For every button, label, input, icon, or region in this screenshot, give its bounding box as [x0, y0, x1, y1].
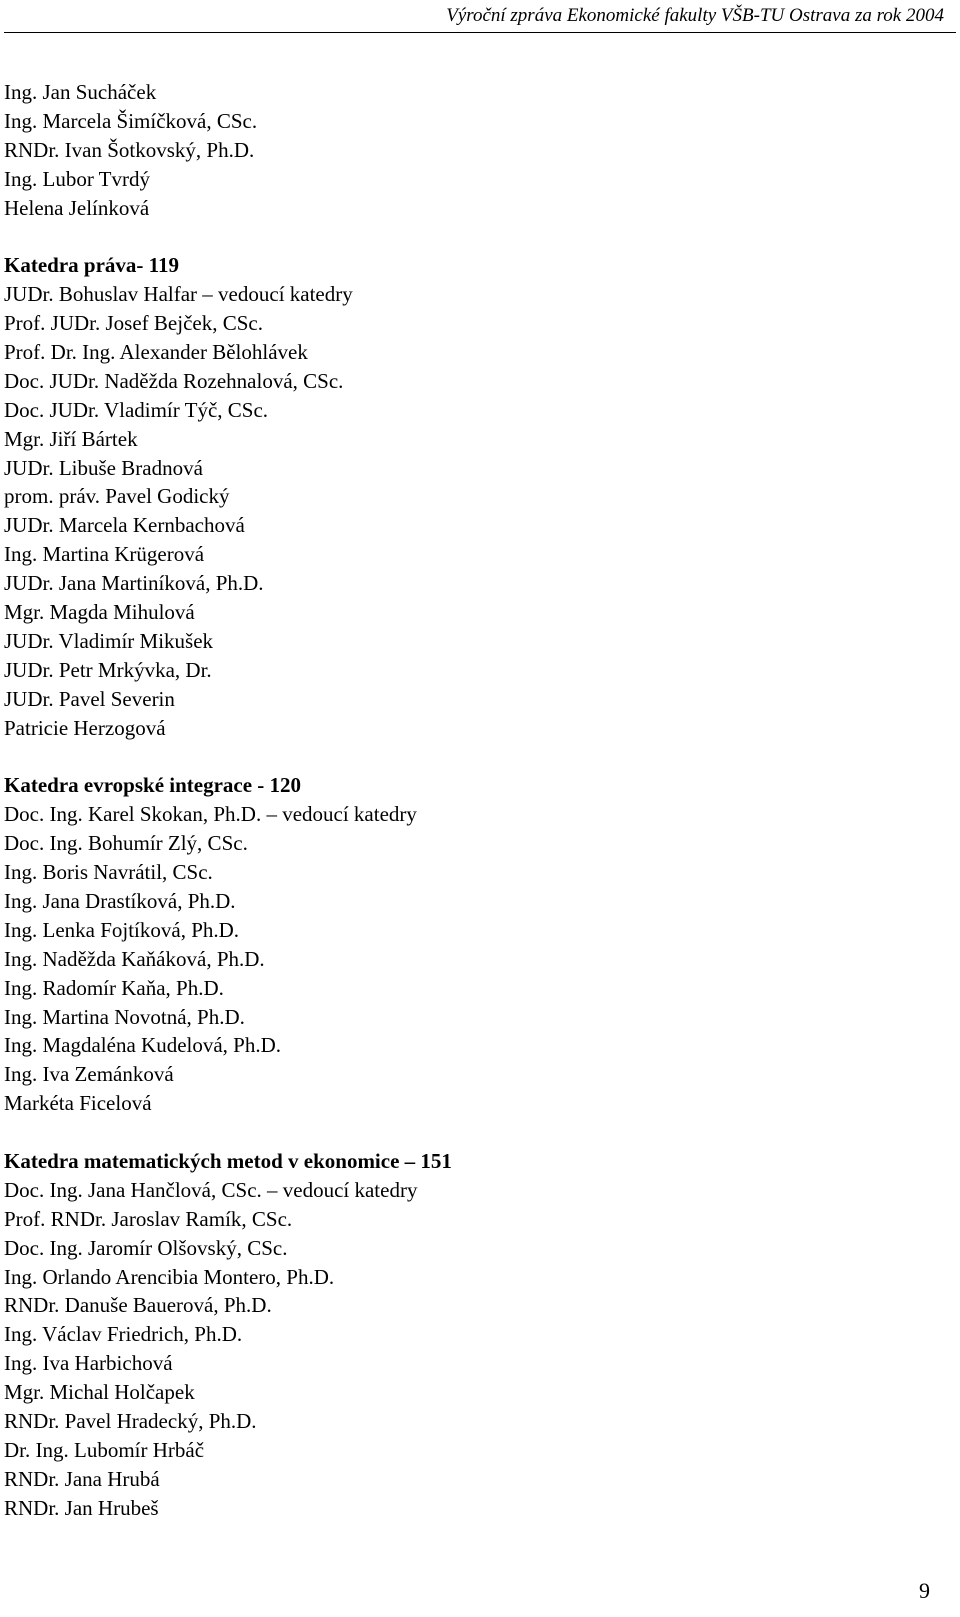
list-item: Ing. Lubor Tvrdý: [4, 166, 151, 191]
list-item: RNDr. Jan Hrubeš: [4, 1495, 159, 1520]
list-item: JUDr. Pavel Severin: [4, 686, 175, 711]
list-item: Mgr. Magda Mihulová: [4, 600, 195, 625]
section-heading: Katedra práva- 119: [4, 253, 179, 278]
list-item: Mgr. Michal Holčapek: [4, 1380, 195, 1405]
spacer: [4, 222, 452, 251]
list-item: Ing. Martina Novotná, Ph.D.: [4, 1004, 245, 1029]
intro-name-list: [4, 78, 452, 222]
list-item: Ing. Boris Navrátil, CSc.: [4, 860, 213, 885]
list-item: Prof. RNDr. Jaroslav Ramík, CSc.: [4, 1206, 293, 1231]
list-item: Ing. Marcela Šimíčková, CSc.: [4, 108, 258, 133]
list-item: Prof. JUDr. Josef Bejček, CSc.: [4, 311, 263, 336]
list-item: JUDr. Vladimír Mikušek: [4, 628, 214, 653]
list-item: Ing. Naděžda Kaňáková, Ph.D.: [4, 946, 265, 971]
list-item: Ing. Magdaléna Kudelová, Ph.D.: [4, 1033, 282, 1058]
section-heading: Katedra evropské integrace - 120: [4, 773, 302, 798]
section-katedra-prava: [4, 251, 452, 742]
list-item: Doc. Ing. Bohumír Zlý, CSc.: [4, 831, 248, 856]
running-header: Výroční zpráva Ekonomické fakulty VŠB-TU Ostrava za rok 2004: [446, 5, 944, 26]
list-item: Ing. Orlando Arencibia Montero, Ph.D.: [4, 1264, 335, 1289]
list-item: Dr. Ing. Lubomír Hrbáč: [4, 1437, 205, 1462]
list-item: prom. práv. Pavel Godický: [4, 484, 230, 509]
document-body: [4, 78, 452, 1523]
section-katedra-evropske-integrace: [4, 771, 452, 1118]
list-item: RNDr. Pavel Hradecký, Ph.D.: [4, 1408, 257, 1433]
list-item: Ing. Iva Harbichová: [4, 1351, 173, 1376]
list-item: Ing. Jana Drastíková, Ph.D.: [4, 888, 236, 913]
list-item: RNDr. Danuše Bauerová, Ph.D.: [4, 1293, 272, 1318]
list-item: Helena Jelínková: [4, 195, 150, 220]
list-item: JUDr. Bohuslav Halfar – vedoucí katedry: [4, 282, 353, 307]
list-item: Doc. JUDr. Vladimír Týč, CSc.: [4, 397, 269, 422]
list-item: JUDr. Jana Martiníková, Ph.D.: [4, 571, 264, 596]
list-item: Ing. Radomír Kaňa, Ph.D.: [4, 975, 224, 1000]
list-item: Doc. Ing. Karel Skokan, Ph.D. – vedoucí katedry: [4, 802, 417, 827]
list-item: JUDr. Marcela Kernbachová: [4, 513, 245, 538]
list-item: Ing. Lenka Fojtíková, Ph.D.: [4, 917, 240, 942]
section-heading: Katedra matematických metod v ekonomice – 151: [4, 1148, 452, 1173]
list-item: Ing. Václav Friedrich, Ph.D.: [4, 1322, 243, 1347]
page-number: 9: [919, 1578, 930, 1603]
list-item: Ing. Iva Zemánková: [4, 1062, 174, 1087]
list-item: Ing. Martina Krügerová: [4, 542, 205, 567]
list-item: RNDr. Jana Hrubá: [4, 1466, 160, 1491]
section-katedra-matematickych-metod: [4, 1147, 452, 1523]
list-item: Mgr. Jiří Bártek: [4, 426, 138, 451]
spacer: [4, 742, 452, 771]
spacer: [4, 1118, 452, 1147]
list-item: Markéta Ficelová: [4, 1091, 152, 1116]
list-item: JUDr. Petr Mrkývka, Dr.: [4, 657, 212, 682]
list-item: Doc. JUDr. Naděžda Rozehnalová, CSc.: [4, 368, 344, 393]
header-rule: [4, 32, 956, 33]
list-item: Patricie Herzogová: [4, 715, 166, 740]
list-item: Prof. Dr. Ing. Alexander Bělohlávek: [4, 340, 308, 365]
list-item: RNDr. Ivan Šotkovský, Ph.D.: [4, 137, 255, 162]
list-item: Ing. Jan Sucháček: [4, 80, 157, 104]
list-item: JUDr. Libuše Bradnová: [4, 455, 203, 480]
list-item: Doc. Ing. Jaromír Olšovský, CSc.: [4, 1235, 288, 1260]
list-item: Doc. Ing. Jana Hančlová, CSc. – vedoucí katedry: [4, 1177, 418, 1202]
